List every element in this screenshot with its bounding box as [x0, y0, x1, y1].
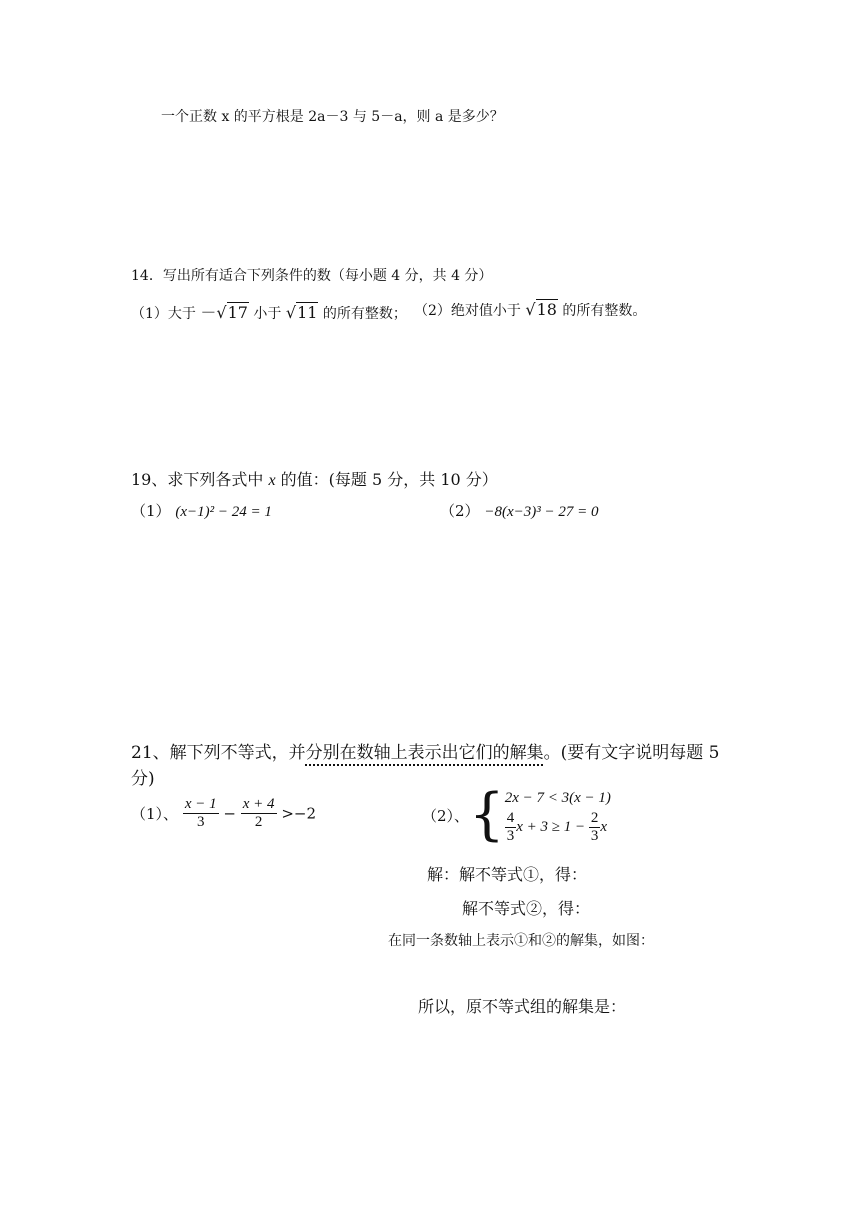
q19-p1-expr: (x−1)² − 24 = 1 [175, 504, 272, 520]
q19-part1 [131, 500, 272, 521]
q21-p2-line2 [505, 810, 611, 845]
q21-p2-line1: 2x − 7 < 3(x − 1) [504, 790, 611, 806]
q21-sol-step3: 在同一条数轴上表示①和②的解集，如图： [388, 933, 654, 949]
q21-sol-step4: 所以，原不等式组的解集是： [418, 997, 627, 1016]
q19-heading-var: x [268, 472, 276, 489]
q21-p2-num2: 2 [590, 810, 599, 826]
q19-p1-label: （1） [131, 502, 171, 520]
q21-p1-frac2 [241, 796, 277, 831]
q21-p2-system [505, 786, 611, 845]
q19-p2-label: （2） [440, 502, 480, 520]
q14-rad-17: 17 [227, 303, 248, 322]
q14-p2-suffix: 的所有整数。 [562, 303, 647, 319]
q21-p2-den1: 3 [506, 828, 515, 844]
q14-part2 [414, 300, 646, 320]
q21-p2-label: （2）、 [422, 807, 470, 825]
q14-sqrt-18: √18 [525, 300, 557, 319]
q21-heading-b: 。(要有文字说明每题 5 [543, 743, 720, 763]
q21-p1-rhs: >−2 [281, 804, 316, 823]
q21-part1 [131, 796, 316, 831]
q21-p1-label: （1）、 [131, 805, 179, 823]
q14-p1-mid: 小于 [253, 306, 282, 322]
q21-p2-frac2 [589, 810, 601, 845]
q19-heading [131, 467, 498, 490]
q21-heading-dotted: 分别在数轴上表示出它们的解集 [305, 743, 544, 763]
q14-part1 [131, 300, 407, 323]
q14-p1-suffix: 的所有整数； [322, 306, 407, 322]
left-brace-icon: { [469, 782, 505, 848]
q21-part2 [422, 782, 611, 848]
q14-rad-11: 11 [297, 303, 318, 322]
q21-p1-num1: x − 1 [184, 796, 217, 812]
q21-heading-a: 21、解下列不等式，并 [131, 743, 306, 763]
q21-p2-den2: 3 [590, 828, 599, 844]
q21-sol-step1: 解：解不等式①，得： [427, 865, 588, 884]
q21-p1-frac1 [183, 796, 219, 831]
q19-p2-expr: −8(x−3)³ − 27 = 0 [484, 504, 599, 520]
q21-p2-end: x [600, 819, 607, 835]
q21-p1-den2: 2 [254, 814, 263, 830]
q14-p2-prefix: （2）绝对值小于 [414, 303, 521, 319]
q14-p1-prefix: （1）大于 [131, 306, 196, 322]
q14-sqrt-17: √17 [216, 303, 248, 322]
q21-p2-num1: 4 [506, 810, 515, 826]
q19-heading-a: 19、求下列各式中 [131, 470, 269, 489]
q21-p1-minus: − [223, 804, 236, 823]
q21-p2-mid: x + 3 ≥ 1 − [516, 819, 586, 835]
q14-p1-neg: － [200, 303, 217, 322]
q21-p1-den1: 3 [196, 814, 205, 830]
q21-sol-step2: 解不等式②，得： [462, 899, 591, 918]
q14-rad-18: 18 [536, 300, 557, 319]
q21-p1-num2: x + 4 [242, 796, 275, 812]
q14-heading: 14．写出所有适合下列条件的数（每小题 4 分，共 4 分） [131, 268, 493, 284]
q21-heading [131, 738, 720, 763]
q21-p2-frac1 [505, 810, 517, 845]
q14-sqrt-11: √11 [285, 303, 318, 322]
q19-heading-b: 的值：(每题 5 分，共 10 分） [275, 470, 498, 489]
q21-heading-cont: 分) [131, 769, 155, 789]
q19-part2 [440, 500, 598, 521]
q13-text: 一个正数 x 的平方根是 2a－3 与 5－a，则 a 是多少？ [161, 109, 504, 125]
